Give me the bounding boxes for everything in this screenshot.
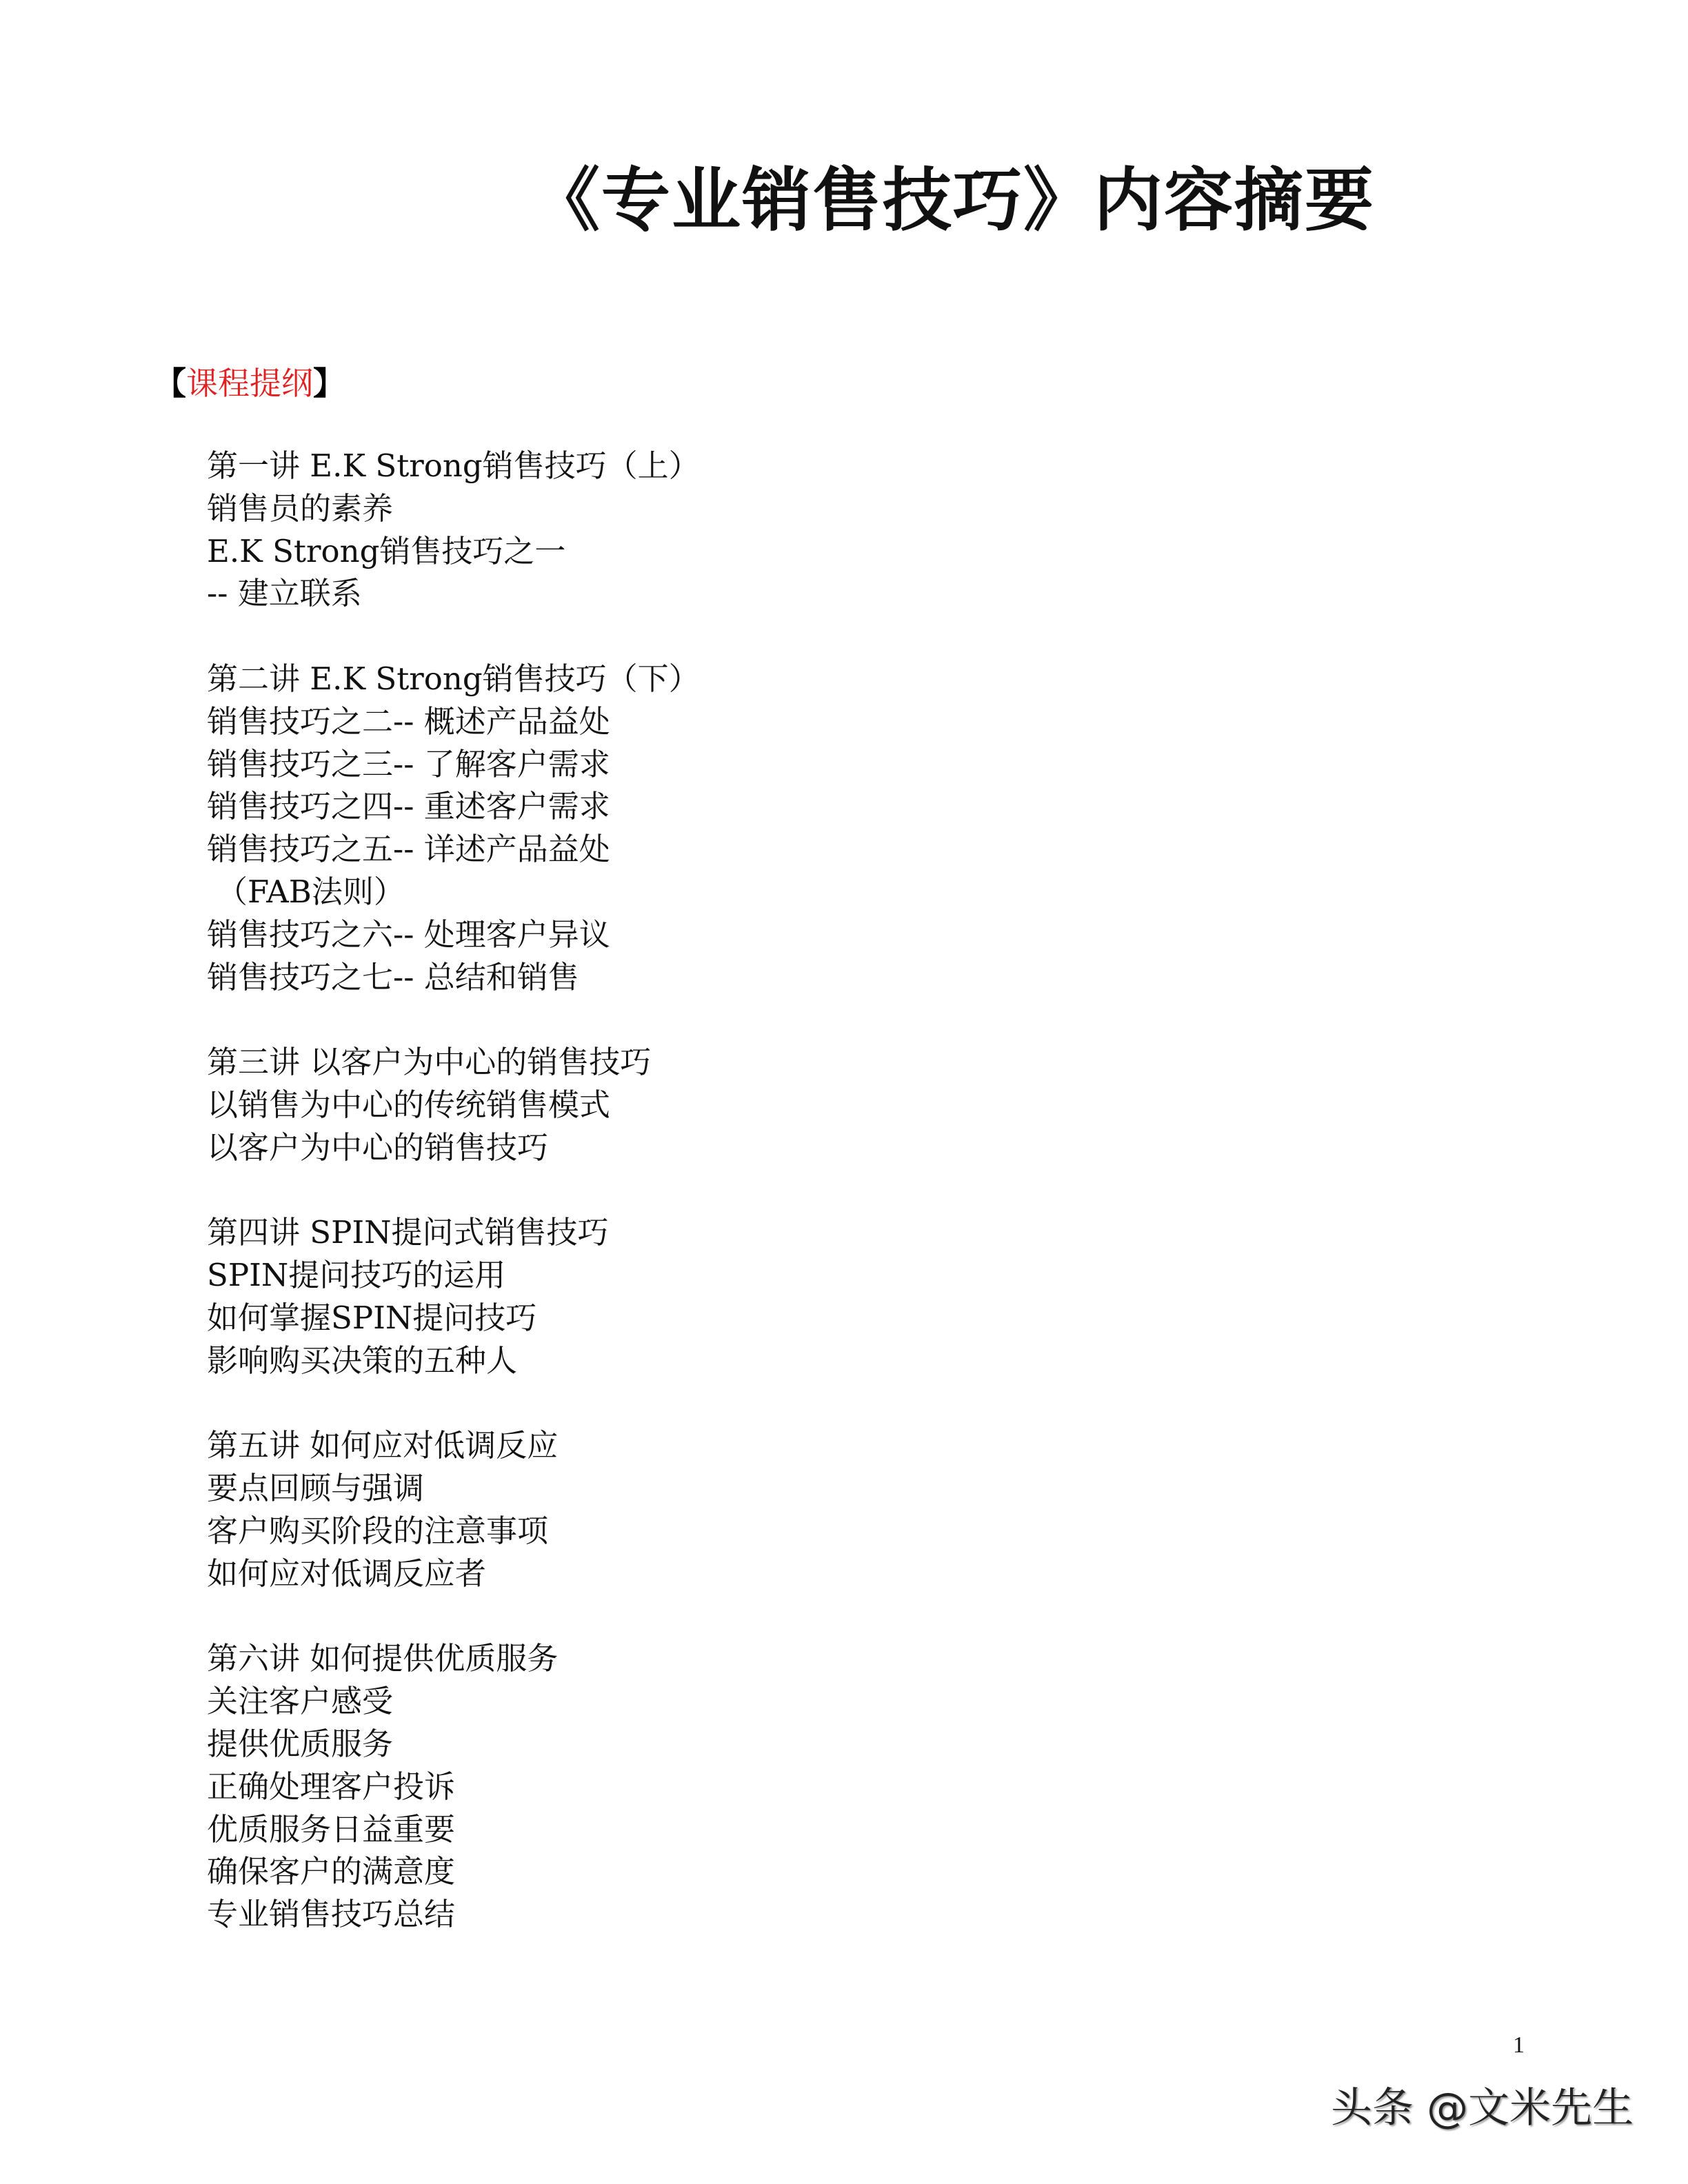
lecture-item: 以客户为中心的销售技巧 <box>207 1129 549 1166</box>
lecture-section <box>207 1424 700 1595</box>
lecture-item: SPIN提问技巧的运用 <box>207 1257 506 1294</box>
lecture-section <box>207 1041 700 1169</box>
page-number: 1 <box>1513 2032 1525 2058</box>
lecture-item: 优质服务日益重要 <box>207 1810 456 1848</box>
lecture-item: 客户购买阶段的注意事项 <box>207 1512 549 1549</box>
lecture-item: 以销售为中心的传统销售模式 <box>207 1086 611 1123</box>
lecture-item: 销售技巧之三-- 了解客户需求 <box>207 745 610 782</box>
lecture-item: 专业销售技巧总结 <box>207 1896 456 1933</box>
lecture-section <box>207 445 700 615</box>
lecture-item: 提供优质服务 <box>207 1725 394 1762</box>
lecture-item: 关注客户感受 <box>207 1683 394 1720</box>
bracket-open: 【 <box>154 365 186 402</box>
bracket-close: 】 <box>313 365 345 402</box>
lecture-item: 销售技巧之五-- 详述产品益处 <box>207 831 610 868</box>
lecture-item: 确保客户的满意度 <box>207 1853 456 1890</box>
lecture-item: -- 建立联系 <box>207 575 362 612</box>
lecture-item: 正确处理客户投诉 <box>207 1768 456 1805</box>
outline-label-text: 课程提纲 <box>186 365 313 402</box>
lecture-item: 销售员的素养 <box>207 489 394 527</box>
lecture-item: 如何掌握SPIN提问技巧 <box>207 1299 537 1336</box>
lecture-section <box>207 658 700 998</box>
lecture-section <box>207 1211 700 1382</box>
lecture-item: 如何应对低调反应者 <box>207 1555 487 1592</box>
lecture-item: E.K Strong销售技巧之一 <box>207 532 566 569</box>
lecture-heading: 第一讲 E.K Strong销售技巧（上） <box>207 447 700 484</box>
lecture-item: 销售技巧之四-- 重述客户需求 <box>207 788 610 825</box>
lecture-heading: 第六讲 如何提供优质服务 <box>207 1640 559 1677</box>
lecture-item: 影响购买决策的五种人 <box>207 1342 518 1379</box>
lecture-heading: 第二讲 E.K Strong销售技巧（下） <box>207 660 700 697</box>
course-outline-label <box>154 358 345 404</box>
lecture-heading: 第三讲 以客户为中心的销售技巧 <box>207 1044 652 1081</box>
lecture-item: 要点回顾与强调 <box>207 1470 425 1507</box>
lecture-heading: 第四讲 SPIN提问式销售技巧 <box>207 1214 609 1251</box>
lecture-item: 销售技巧之六-- 处理客户异议 <box>207 916 610 953</box>
lecture-section <box>207 1637 700 1936</box>
watermark: 头条 @文米先生 <box>1331 2084 1634 2132</box>
lecture-heading: 第五讲 如何应对低调反应 <box>207 1427 559 1464</box>
document-title: 《专业销售技巧》内容摘要 <box>531 159 1375 241</box>
lecture-item: （FAB法则） <box>217 873 405 910</box>
lecture-item: 销售技巧之七-- 总结和销售 <box>207 958 579 995</box>
lecture-item: 销售技巧之二-- 概述产品益处 <box>207 702 610 740</box>
course-outline <box>207 445 700 1979</box>
